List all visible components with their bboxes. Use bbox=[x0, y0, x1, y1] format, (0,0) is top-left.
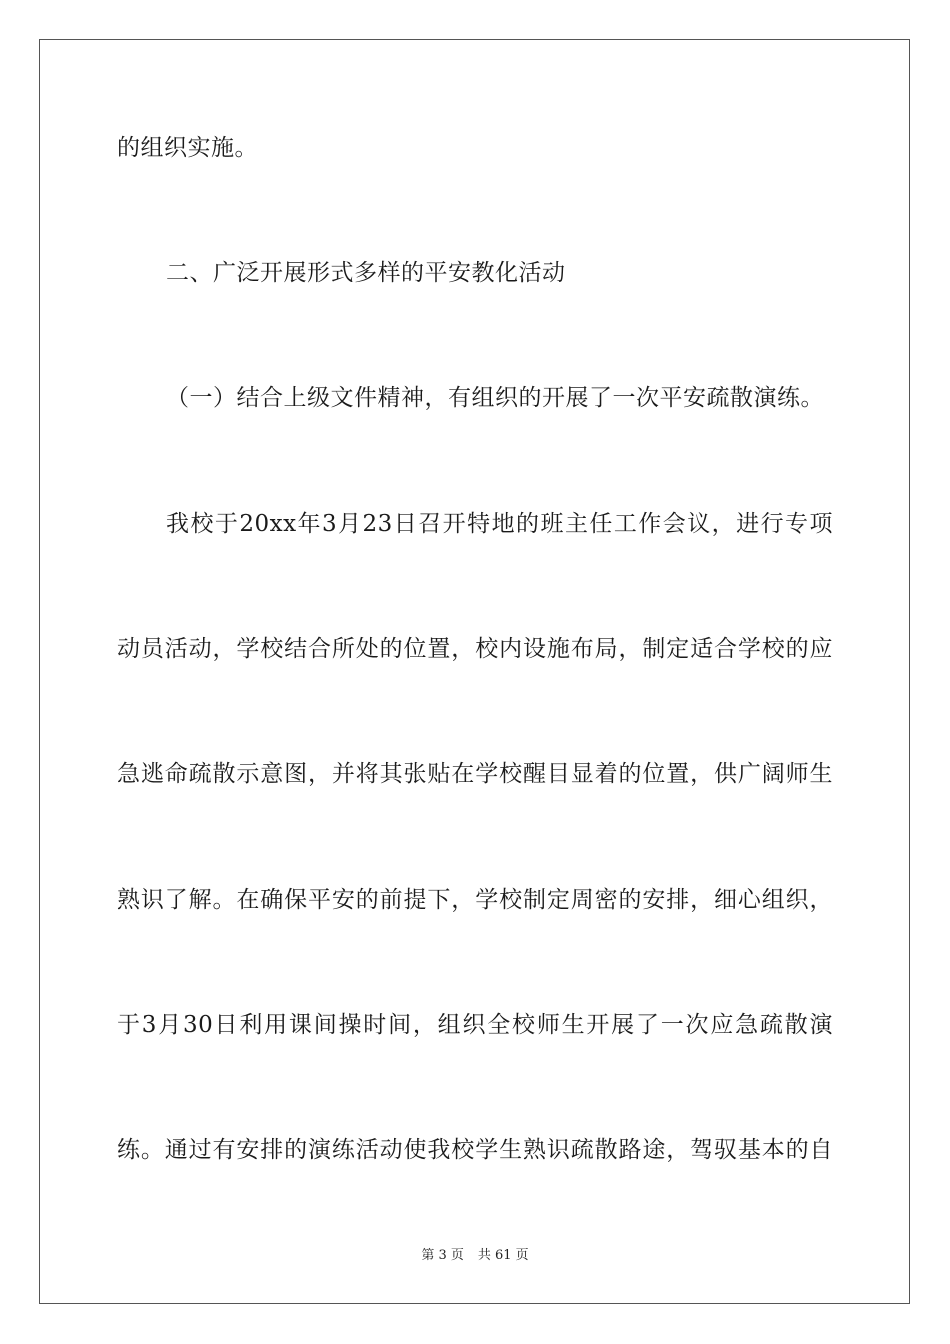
page-border bbox=[39, 39, 910, 1304]
page-total: 共 61 页 bbox=[477, 1248, 529, 1263]
page-footer bbox=[0, 1247, 950, 1265]
page-number: 第 3 页 bbox=[421, 1248, 464, 1263]
paragraph-line: 急逃命疏散示意图，并将其张贴在学校醒目显着的位置，供广阔师生 bbox=[117, 761, 833, 787]
paragraph-line: 动员活动，学校结合所处的位置，校内设施布局，制定适合学校的应 bbox=[117, 636, 833, 662]
paragraph-line: 熟识了解。在确保平安的前提下，学校制定周密的安排，细心组织， bbox=[117, 887, 833, 913]
paragraph-line: 我校于20xx年3月23日召开特地的班主任工作会议，进行专项 bbox=[166, 511, 833, 537]
subsection-heading: （一）结合上级文件精神，有组织的开展了一次平安疏散演练。 bbox=[166, 385, 824, 411]
paragraph-line: 于3月30日利用课间操时间，组织全校师生开展了一次应急疏散演 bbox=[117, 1012, 833, 1038]
paragraph-line: 练。通过有安排的演练活动使我校学生熟识疏散路途，驾驭基本的自 bbox=[117, 1137, 833, 1163]
section-heading: 二、广泛开展形式多样的平安教化活动 bbox=[166, 260, 566, 286]
body-text-line: 的组织实施。 bbox=[117, 135, 258, 161]
